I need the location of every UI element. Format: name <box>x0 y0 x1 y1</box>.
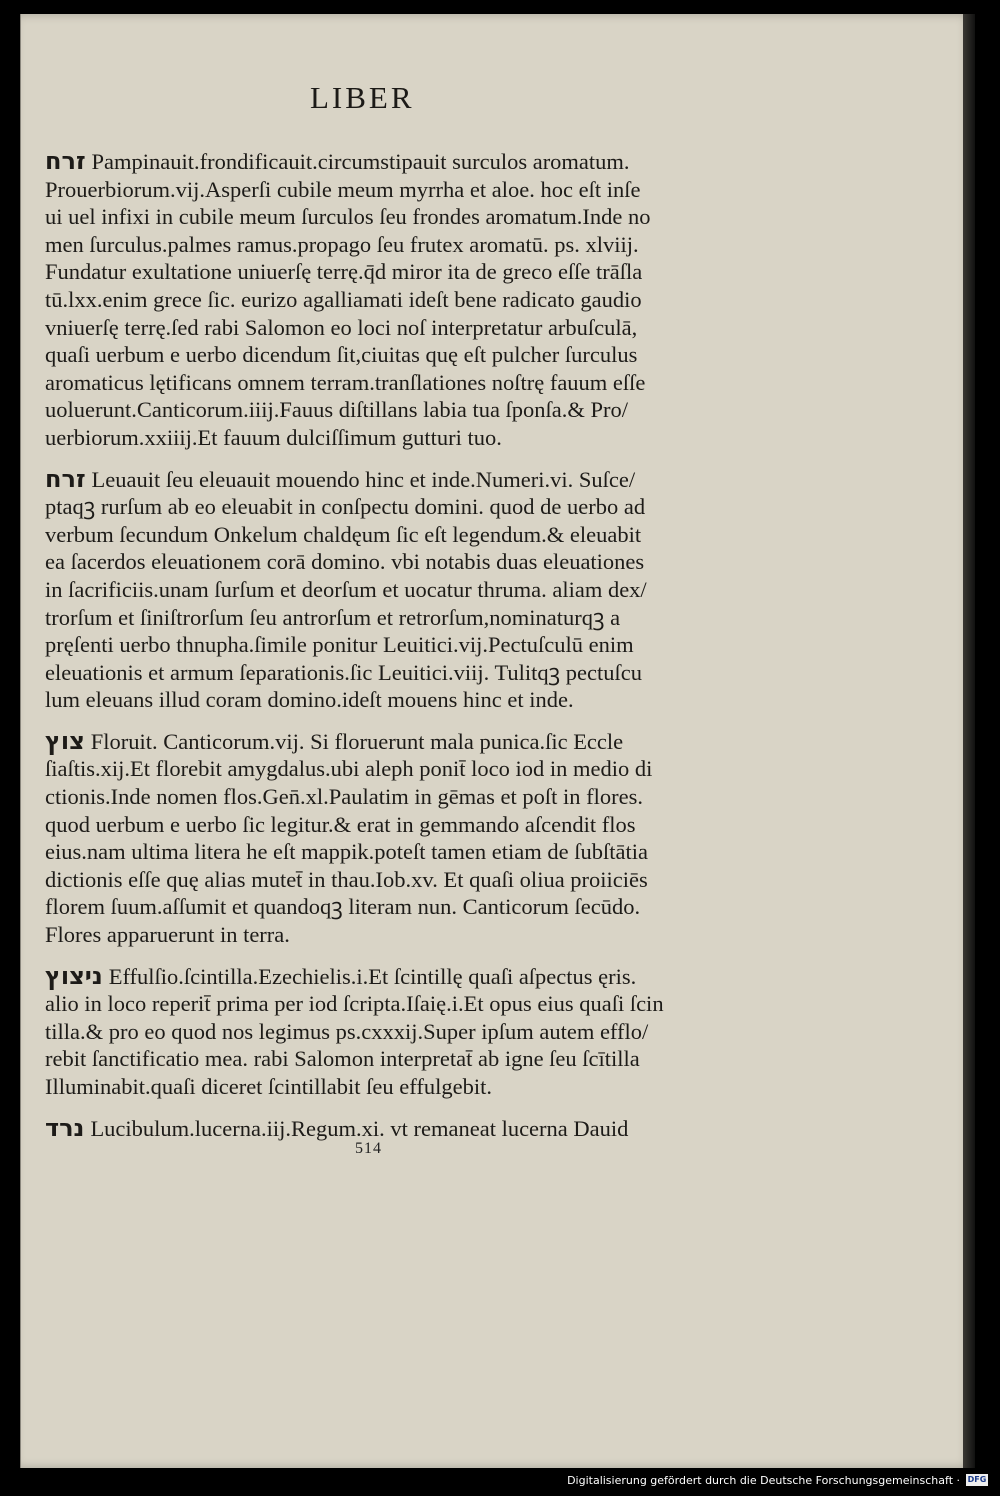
hebrew-headword: נרד <box>45 1114 85 1142</box>
line-text: tū.lxx.enim grece ſic. eurizo agalliamati ideſt bene radicato gaudio <box>45 286 642 312</box>
text-line <box>45 258 695 286</box>
line-text: florem ſuum.aſſumit et quandoqꝫ literam nun. Canticorum ſecūdo. <box>45 894 641 920</box>
line-text: men ſurculus.palmes ramus.propago ſeu frutex aromatū. ps. xlviij. <box>45 231 639 257</box>
dictionary-entry <box>45 963 695 1101</box>
text-line <box>45 493 695 521</box>
line-text: Floruit. Canticorum.vij. Si floruerunt mala punica.ſic Eccle <box>90 728 624 754</box>
line-text: ui uel infixi in cubile meum ſurculos ſeu frondes aromatum.Inde no <box>45 204 651 230</box>
line-text: uerbiorum.xxiiij.Et fauum dulciſſimum gutturi tuo. <box>45 424 502 450</box>
text-line <box>45 921 695 949</box>
text-line <box>45 893 695 921</box>
line-text: Prouerbiorum.vij.Asperſi cubile meum myrrha et aloe. hoc eſt inſe <box>45 176 641 202</box>
page-gutter-shadow <box>963 14 975 1468</box>
line-text: dictionis eſſe quę alias mutet̄ in thau.Iob.xv. Et quaſi oliua proiiciēs <box>45 866 648 892</box>
line-text: ſiaſtis.xij.Et florebit amygdalus.ubi aleph ponit̄ loco iod in medio di <box>45 756 653 782</box>
hebrew-headword: זרח <box>45 465 86 493</box>
text-line <box>45 576 695 604</box>
text-line <box>45 1018 695 1046</box>
text-line <box>45 755 695 783</box>
line-text: eius.nam ultima litera he eſt mappik.poteſt tamen etiam de ſubſtātia <box>45 839 648 865</box>
dictionary-entry <box>45 1115 695 1143</box>
line-text: Illuminabit.quaſi diceret ſcintillabit ſeu effulgebit. <box>45 1074 492 1099</box>
line-text: ea ſacerdos eleuationem corā domino. vbi notabis duas eleuationes <box>45 549 645 575</box>
line-text: tilla.& pro eo quod nos legimus ps.cxxxij.Super ipſum autem efflo/ <box>45 1018 649 1044</box>
dictionary-entry <box>45 728 695 949</box>
text-line <box>45 1115 695 1143</box>
text-line <box>45 631 695 659</box>
text-line <box>45 176 695 204</box>
line-text: quaſi uerbum e uerbo dicendum ſit,ciuitas quę eſt pulcher ſurculus <box>45 342 638 368</box>
footer-credit: Digitalisierung gefördert durch die Deutsche Forschungsgemeinschaft · <box>567 1474 960 1487</box>
line-text: eleuationis et armum ſeparationis.ſic Leuitici.viij. Tulitqꝫ pectuſcu <box>45 659 643 685</box>
line-text: Lucibulum.lucerna.iij.Regum.xi. vt remaneat lucerna Dauid <box>90 1115 629 1141</box>
line-text: pręſenti uerbo thnupha.ſimile ponitur Leuitici.vij.Pectuſculū enim <box>45 632 634 658</box>
text-line <box>45 203 695 231</box>
text-line <box>45 990 695 1018</box>
text-line <box>45 231 695 259</box>
line-text: Leuauit ſeu eleuauit mouendo hinc et inde.Numeri.vi. Suſce/ <box>91 466 636 492</box>
text-line <box>45 314 695 342</box>
line-text: ctionis.Inde nomen flos.Gen̄.xl.Paulatim in gēmas et poſt in flores. <box>45 784 644 810</box>
text-line <box>45 548 695 576</box>
text-line <box>45 286 695 314</box>
text-line <box>45 963 695 991</box>
text-line <box>45 866 695 894</box>
dfg-logo: DFG <box>967 1475 987 1484</box>
line-text: ptaqꝫ rurſum ab eo eleuabit in conſpectu domini. quod de uerbo ad <box>45 494 646 520</box>
line-text: quod uerbum e uerbo ſic legitur.& erat in gemmando aſcendit flos <box>45 811 636 837</box>
text-line <box>45 1073 695 1101</box>
text-line <box>45 811 695 839</box>
line-text: Effulſio.ſcintilla.Ezechielis.i.Et ſcintillę quaſi aſpectus ęris. <box>108 963 637 989</box>
text-line <box>45 838 695 866</box>
text-line <box>45 396 695 424</box>
text-line <box>45 659 695 687</box>
hebrew-headword: ניצוץ <box>45 962 103 990</box>
text-line <box>45 521 695 549</box>
page-text <box>45 148 695 1156</box>
text-line <box>45 424 695 452</box>
line-text: Flores apparuerunt in terra. <box>45 922 290 948</box>
line-text: alio in loco reperit̄ prima per iod ſcripta.Iſaię.i.Et opus eius quaſi ſcin <box>45 991 664 1017</box>
running-head: LIBER <box>310 80 415 115</box>
folio-number: 514 <box>355 1140 382 1157</box>
line-text: Fundatur exultatione uniuerſę terrę.q̄d miror ita de greco eſſe trāſla <box>45 259 643 285</box>
text-line <box>45 341 695 369</box>
line-text: Pampinauit.frondificauit.circumstipauit surculos aromatum. <box>91 149 630 174</box>
line-text: rebit ſanctificatio mea. rabi Salomon interpretat̄ ab igne ſeu ſcītilla <box>45 1046 640 1072</box>
hebrew-headword: צוץ <box>45 727 85 755</box>
text-line <box>45 686 695 714</box>
text-line <box>45 369 695 397</box>
text-line <box>45 728 695 756</box>
line-text: uoluerunt.Canticorum.iiij.Fauus diſtillans labia tua ſponſa.& Pro/ <box>45 397 629 423</box>
line-text: lum eleuans illud coram domino.ideſt mouens hinc et inde. <box>45 687 574 713</box>
line-text: aromaticus lętificans omnem terram.tranſlationes noſtrę fauum eſſe <box>45 369 646 395</box>
dictionary-entry <box>45 148 695 452</box>
hebrew-headword: זרח <box>45 148 86 175</box>
text-line <box>45 466 695 494</box>
text-line <box>45 783 695 811</box>
line-text: vniuerſę terrę.ſed rabi Salomon eo loci noſ interpretatur arbuſculā, <box>45 314 638 340</box>
text-line <box>45 1045 695 1073</box>
line-text: verbum ſecundum Onkelum chaldęum ſic eſt legendum.& eleuabit <box>45 521 642 547</box>
line-text: trorſum et ſiniſtrorſum ſeu antrorſum et retrorſum,nominaturqꝫ a <box>45 604 621 630</box>
text-line <box>45 604 695 632</box>
dictionary-entry <box>45 466 695 714</box>
line-text: in ſacrificiis.unam ſurſum et deorſum et uocatur thruma. aliam dex/ <box>45 576 647 602</box>
text-line <box>45 148 695 176</box>
